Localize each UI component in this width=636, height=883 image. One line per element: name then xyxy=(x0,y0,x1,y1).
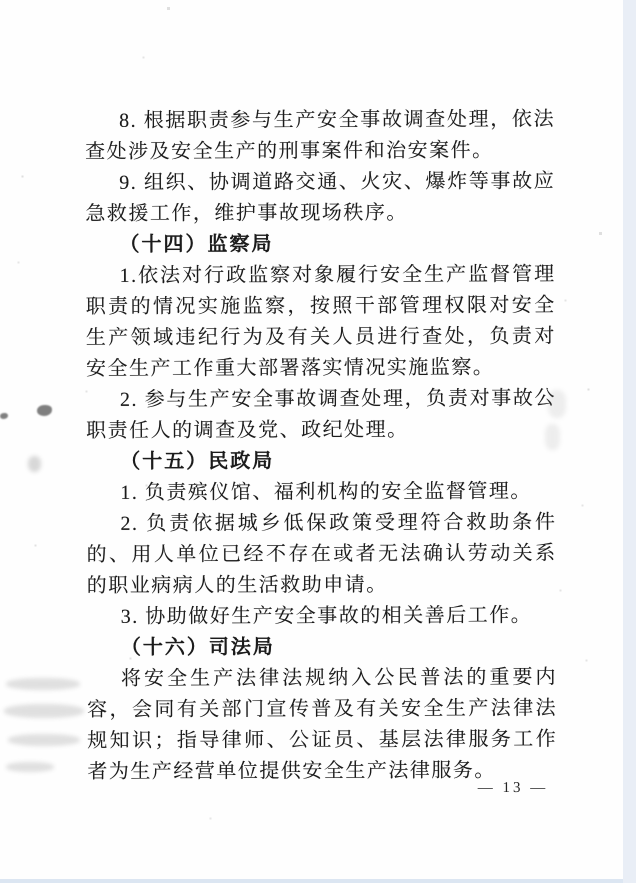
ink-dash-artifact xyxy=(0,413,8,419)
paragraph: 9. 组织、协调道路交通、火灾、爆炸等事故应急救援工作，维护事故现场秩序。 xyxy=(85,170,556,225)
document-body xyxy=(85,104,557,788)
scan-smudge-artifact xyxy=(6,762,54,772)
paragraph: 1.依法对行政监察对象履行安全生产监督管理职责的情况实施监察，按照干部管理权限对安全生产领域违纪行为及有关人员进行查处，负责对安全生产工作重大部署落实情况实施监察。 xyxy=(85,263,556,380)
ink-blot-artifact xyxy=(37,405,52,416)
paragraph: 2. 负责依据城乡低保政策受理符合救助条件的、用人单位已经不存在或者无法确认劳动关系的职业病病人的生活救助申请。 xyxy=(86,511,557,597)
page-number: — 13 — xyxy=(477,779,549,797)
scanner-edge-stripe-right xyxy=(623,0,636,883)
section-heading: （十六）司法局 xyxy=(120,636,275,659)
paragraph: 3. 协助做好生产安全事故的相关善后工作。 xyxy=(120,604,533,628)
scan-smudge-artifact xyxy=(6,678,80,690)
scan-smudge-artifact xyxy=(28,456,41,472)
scan-smudge-artifact xyxy=(8,734,80,746)
section-heading: （十四）监察局 xyxy=(119,233,274,256)
scan-smudge-artifact xyxy=(4,704,84,718)
paragraph: 将安全生产法律法规纳入公民普法的重要内容，会同有关部门宣传普及有关安全生产法律法规知识；指导律师、公证员、基层法律服务工作者为生产经营单位提供安全生产法律服务。 xyxy=(87,666,558,783)
scan-noise-speckles xyxy=(0,0,1,1)
section-heading: （十五）民政局 xyxy=(120,450,275,473)
paragraph: 2. 参与生产安全事故调查处理，负责对事故公职责任人的调查及党、政纪处理。 xyxy=(86,387,557,442)
paragraph: 1. 负责殡仪馆、福利机构的安全监督管理。 xyxy=(120,480,532,504)
scanner-edge-stripe-bottom xyxy=(0,879,623,883)
paragraph: 8. 根据职责参与生产安全事故调查处理，依法查处涉及安全生产的刑事案件和治安案件。 xyxy=(85,108,556,163)
